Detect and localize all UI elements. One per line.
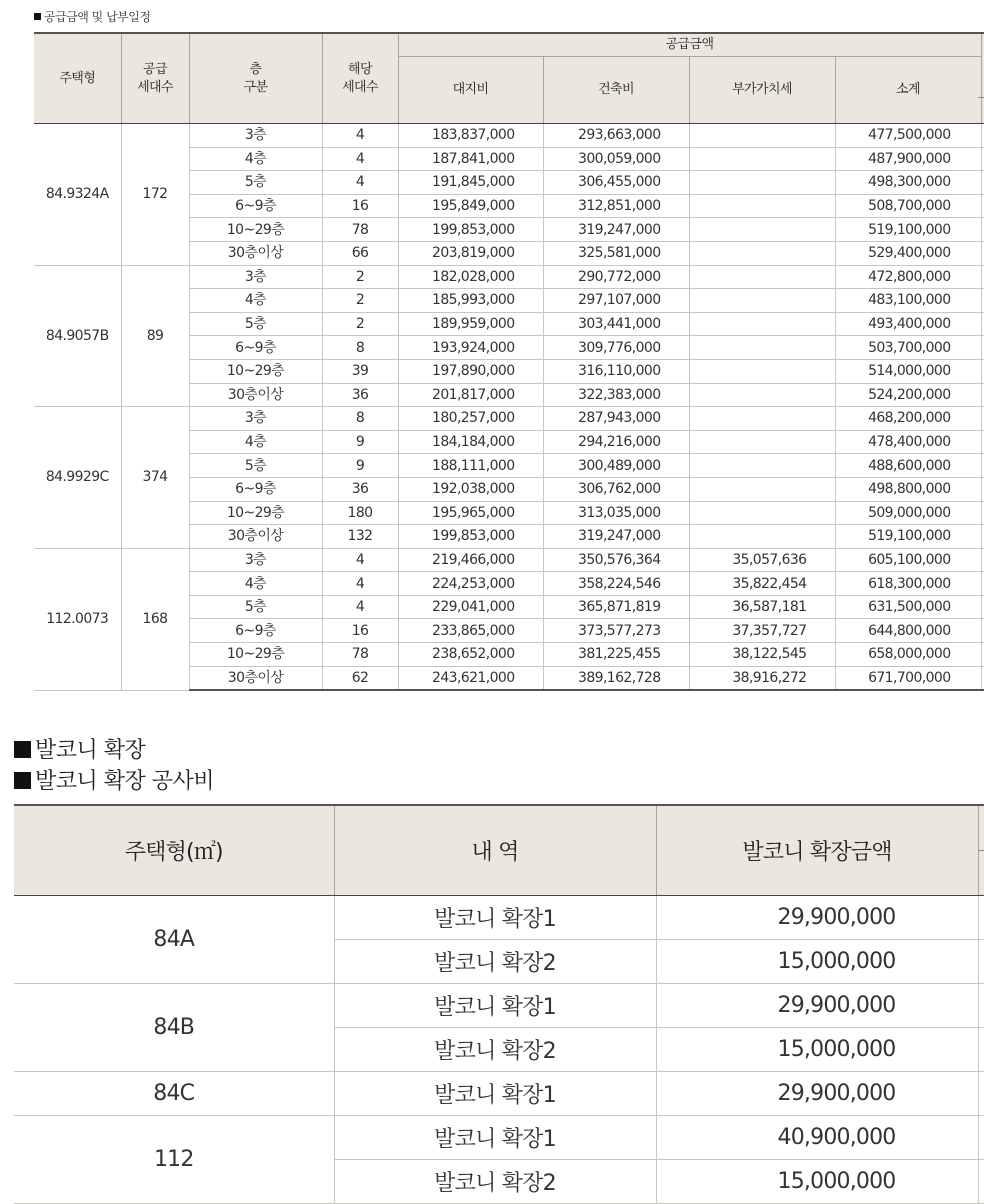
- cut-cell: [978, 1028, 984, 1072]
- vat-cell: [689, 265, 835, 289]
- floor-cell: 6~9층: [189, 477, 322, 501]
- vat-cell: 38,122,545: [689, 643, 835, 667]
- subtotal-cell: 508,700,000: [835, 194, 981, 218]
- floor-cell: 10~29층: [189, 501, 322, 525]
- header-land: 대지비: [398, 57, 543, 124]
- subtotal-cell: 618,300,000: [835, 572, 981, 596]
- building-cost-cell: 373,577,273: [543, 619, 689, 643]
- vat-cell: [689, 525, 835, 549]
- vat-cell: [689, 407, 835, 431]
- building-cost-cell: 313,035,000: [543, 501, 689, 525]
- building-cost-cell: 365,871,819: [543, 595, 689, 619]
- header-split-line: [978, 97, 984, 98]
- vat-cell: 38,916,272: [689, 666, 835, 690]
- building-cost-cell: 319,247,000: [543, 525, 689, 549]
- table-row: [34, 265, 984, 289]
- balcony-section-title: [14, 733, 145, 764]
- cut-cell: [978, 940, 984, 984]
- section-title-text: 발코니 확장 공사비: [35, 769, 215, 794]
- building-cost-cell: 290,772,000: [543, 265, 689, 289]
- land-cost-cell: 188,111,000: [398, 454, 543, 478]
- header-vat: 부가가치세: [689, 57, 835, 124]
- balcony-cost-table: [14, 804, 984, 1204]
- building-cost-cell: 358,224,546: [543, 572, 689, 596]
- floor-units-cell: 66: [322, 241, 398, 265]
- building-cost-cell: 293,663,000: [543, 124, 689, 148]
- house-type-cell: 84.9324A: [34, 124, 121, 266]
- cut-cell: [978, 1072, 984, 1116]
- floor-cell: 5층: [189, 595, 322, 619]
- subtotal-cell: 478,400,000: [835, 430, 981, 454]
- floor-cell: 30층이상: [189, 666, 322, 690]
- subtotal-cell: 472,800,000: [835, 265, 981, 289]
- table-row: [14, 984, 984, 1028]
- floor-units-cell: 78: [322, 643, 398, 667]
- vat-cell: [689, 241, 835, 265]
- subtotal-cell: 671,700,000: [835, 666, 981, 690]
- land-cost-cell: 243,621,000: [398, 666, 543, 690]
- floor-units-cell: 62: [322, 666, 398, 690]
- floor-cell: 4층: [189, 430, 322, 454]
- subtotal-cell: 503,700,000: [835, 336, 981, 360]
- floor-cell: 30층이상: [189, 383, 322, 407]
- land-cost-cell: 187,841,000: [398, 147, 543, 171]
- header-building: 건축비: [543, 57, 689, 124]
- land-cost-cell: 224,253,000: [398, 572, 543, 596]
- floor-units-cell: 8: [322, 336, 398, 360]
- supply-units-cell: 374: [121, 407, 189, 549]
- floor-cell: 30층이상: [189, 241, 322, 265]
- vat-cell: [689, 383, 835, 407]
- building-cost-cell: 309,776,000: [543, 336, 689, 360]
- header-type: 주택형: [34, 33, 121, 124]
- land-cost-cell: 197,890,000: [398, 359, 543, 383]
- section-title-text: 발코니 확장: [35, 738, 146, 763]
- vat-cell: [689, 430, 835, 454]
- item-cell: 발코니 확장2: [334, 1028, 656, 1072]
- building-cost-cell: 300,059,000: [543, 147, 689, 171]
- item-cell: 발코니 확장1: [334, 896, 656, 940]
- floor-units-cell: 180: [322, 501, 398, 525]
- building-cost-cell: 294,216,000: [543, 430, 689, 454]
- floor-units-cell: 4: [322, 548, 398, 572]
- subtotal-cell: 529,400,000: [835, 241, 981, 265]
- land-cost-cell: 189,959,000: [398, 312, 543, 336]
- header-floor: 층 구분: [189, 33, 322, 124]
- subtotal-cell: 487,900,000: [835, 147, 981, 171]
- square-bullet-icon: [14, 741, 31, 758]
- item-cell: 발코니 확장2: [334, 1160, 656, 1204]
- land-cost-cell: 195,849,000: [398, 194, 543, 218]
- vat-cell: [689, 124, 835, 148]
- supply-units-cell: 172: [121, 124, 189, 266]
- cut-cell: [978, 896, 984, 940]
- building-cost-cell: 322,383,000: [543, 383, 689, 407]
- land-cost-cell: 233,865,000: [398, 619, 543, 643]
- floor-units-cell: 9: [322, 430, 398, 454]
- square-bullet-icon: [34, 13, 41, 20]
- building-cost-cell: 306,455,000: [543, 171, 689, 195]
- subtotal-cell: 605,100,000: [835, 548, 981, 572]
- vat-cell: [689, 501, 835, 525]
- header-subtotal: 소계: [835, 57, 981, 124]
- header-units: 공급 세대수: [121, 33, 189, 124]
- building-cost-cell: 325,581,000: [543, 241, 689, 265]
- square-bullet-icon: [14, 772, 31, 789]
- land-cost-cell: 180,257,000: [398, 407, 543, 431]
- vat-cell: [689, 312, 835, 336]
- floor-units-cell: 16: [322, 194, 398, 218]
- building-cost-cell: 389,162,728: [543, 666, 689, 690]
- building-cost-cell: 350,576,364: [543, 548, 689, 572]
- land-cost-cell: 193,924,000: [398, 336, 543, 360]
- house-type-cell: 84A: [14, 896, 334, 984]
- table-row: [34, 407, 984, 431]
- land-cost-cell: 195,965,000: [398, 501, 543, 525]
- amount-cell: 29,900,000: [656, 896, 978, 940]
- house-type-cell: 84B: [14, 984, 334, 1072]
- vat-cell: 35,822,454: [689, 572, 835, 596]
- table-row: [14, 1072, 984, 1116]
- floor-cell: 5층: [189, 171, 322, 195]
- floor-units-cell: 4: [322, 147, 398, 171]
- house-type-cell: 84C: [14, 1072, 334, 1116]
- vat-cell: [689, 289, 835, 313]
- floor-cell: 10~29층: [189, 359, 322, 383]
- amount-cell: 29,900,000: [656, 1072, 978, 1116]
- land-cost-cell: 201,817,000: [398, 383, 543, 407]
- subtotal-cell: 524,200,000: [835, 383, 981, 407]
- floor-cell: 4층: [189, 147, 322, 171]
- floor-units-cell: 132: [322, 525, 398, 549]
- floor-units-cell: 78: [322, 218, 398, 242]
- vat-cell: 35,057,636: [689, 548, 835, 572]
- subtotal-cell: 468,200,000: [835, 407, 981, 431]
- subtotal-cell: 644,800,000: [835, 619, 981, 643]
- header-item: 내 역: [334, 805, 656, 896]
- subtotal-cell: 488,600,000: [835, 454, 981, 478]
- floor-units-cell: 4: [322, 171, 398, 195]
- floor-cell: 3층: [189, 124, 322, 148]
- supply-price-section-title: [34, 8, 150, 25]
- land-cost-cell: 219,466,000: [398, 548, 543, 572]
- item-cell: 발코니 확장1: [334, 984, 656, 1028]
- vat-cell: [689, 194, 835, 218]
- floor-units-cell: 9: [322, 454, 398, 478]
- subtotal-cell: 483,100,000: [835, 289, 981, 313]
- section-title-text: 공급금액 및 납부일정: [44, 10, 151, 24]
- vat-cell: [689, 359, 835, 383]
- floor-units-cell: 36: [322, 383, 398, 407]
- table-row: [14, 896, 984, 940]
- cut-cell: [978, 984, 984, 1028]
- floor-cell: 5층: [189, 312, 322, 336]
- subtotal-cell: 631,500,000: [835, 595, 981, 619]
- building-cost-cell: 297,107,000: [543, 289, 689, 313]
- vat-cell: 37,357,727: [689, 619, 835, 643]
- building-cost-cell: 316,110,000: [543, 359, 689, 383]
- supply-units-cell: 168: [121, 548, 189, 690]
- land-cost-cell: 192,038,000: [398, 477, 543, 501]
- floor-cell: 10~29층: [189, 218, 322, 242]
- vat-cell: [689, 171, 835, 195]
- building-cost-cell: 303,441,000: [543, 312, 689, 336]
- land-cost-cell: 184,184,000: [398, 430, 543, 454]
- building-cost-cell: 306,762,000: [543, 477, 689, 501]
- building-cost-cell: 287,943,000: [543, 407, 689, 431]
- floor-cell: 4층: [189, 289, 322, 313]
- house-type-cell: 84.9057B: [34, 265, 121, 407]
- cut-cell: [978, 1160, 984, 1204]
- subtotal-cell: 498,300,000: [835, 171, 981, 195]
- subtotal-cell: 658,000,000: [835, 643, 981, 667]
- house-type-cell: 112.0073: [34, 548, 121, 690]
- floor-cell: 4층: [189, 572, 322, 596]
- vat-cell: [689, 454, 835, 478]
- header-supply-group: 공급금액: [398, 33, 981, 57]
- land-cost-cell: 229,041,000: [398, 595, 543, 619]
- subtotal-cell: 519,100,000: [835, 525, 981, 549]
- table-row: [34, 124, 984, 148]
- floor-cell: 3층: [189, 407, 322, 431]
- supply-units-cell: 89: [121, 265, 189, 407]
- table-row: [14, 1116, 984, 1160]
- cut-cell: [978, 1116, 984, 1160]
- building-cost-cell: 319,247,000: [543, 218, 689, 242]
- floor-cell: 3층: [189, 548, 322, 572]
- floor-units-cell: 39: [322, 359, 398, 383]
- land-cost-cell: 185,993,000: [398, 289, 543, 313]
- supply-price-table: [34, 32, 984, 691]
- land-cost-cell: 238,652,000: [398, 643, 543, 667]
- floor-cell: 3층: [189, 265, 322, 289]
- house-type-cell: 84.9929C: [34, 407, 121, 549]
- floor-cell: 6~9층: [189, 619, 322, 643]
- vat-cell: [689, 336, 835, 360]
- header-floor-units: 해당 세대수: [322, 33, 398, 124]
- building-cost-cell: 381,225,455: [543, 643, 689, 667]
- land-cost-cell: 203,819,000: [398, 241, 543, 265]
- floor-cell: 6~9층: [189, 194, 322, 218]
- header-house-type: 주택형(㎡): [14, 805, 334, 896]
- land-cost-cell: 199,853,000: [398, 525, 543, 549]
- floor-units-cell: 2: [322, 265, 398, 289]
- floor-cell: 30층이상: [189, 525, 322, 549]
- floor-units-cell: 2: [322, 289, 398, 313]
- subtotal-cell: 514,000,000: [835, 359, 981, 383]
- header-split-line: [978, 850, 984, 851]
- table-row: [34, 548, 984, 572]
- floor-cell: 5층: [189, 454, 322, 478]
- balcony-cost-section-title: [14, 764, 214, 795]
- amount-cell: 40,900,000: [656, 1116, 978, 1160]
- amount-cell: 15,000,000: [656, 1028, 978, 1072]
- land-cost-cell: 191,845,000: [398, 171, 543, 195]
- vat-cell: [689, 147, 835, 171]
- floor-cell: 6~9층: [189, 336, 322, 360]
- item-cell: 발코니 확장1: [334, 1072, 656, 1116]
- floor-units-cell: 2: [322, 312, 398, 336]
- header-amount: 발코니 확장금액: [656, 805, 978, 896]
- land-cost-cell: 199,853,000: [398, 218, 543, 242]
- vat-cell: [689, 218, 835, 242]
- floor-units-cell: 4: [322, 124, 398, 148]
- building-cost-cell: 300,489,000: [543, 454, 689, 478]
- floor-units-cell: 16: [322, 619, 398, 643]
- land-cost-cell: 183,837,000: [398, 124, 543, 148]
- floor-units-cell: 36: [322, 477, 398, 501]
- subtotal-cell: 509,000,000: [835, 501, 981, 525]
- subtotal-cell: 477,500,000: [835, 124, 981, 148]
- floor-cell: 10~29층: [189, 643, 322, 667]
- item-cell: 발코니 확장1: [334, 1116, 656, 1160]
- land-cost-cell: 182,028,000: [398, 265, 543, 289]
- floor-units-cell: 4: [322, 572, 398, 596]
- subtotal-cell: 498,800,000: [835, 477, 981, 501]
- amount-cell: 15,000,000: [656, 940, 978, 984]
- floor-units-cell: 4: [322, 595, 398, 619]
- house-type-cell: 112: [14, 1116, 334, 1204]
- amount-cell: 15,000,000: [656, 1160, 978, 1204]
- building-cost-cell: 312,851,000: [543, 194, 689, 218]
- vat-cell: 36,587,181: [689, 595, 835, 619]
- item-cell: 발코니 확장2: [334, 940, 656, 984]
- subtotal-cell: 519,100,000: [835, 218, 981, 242]
- floor-units-cell: 8: [322, 407, 398, 431]
- subtotal-cell: 493,400,000: [835, 312, 981, 336]
- vat-cell: [689, 477, 835, 501]
- amount-cell: 29,900,000: [656, 984, 978, 1028]
